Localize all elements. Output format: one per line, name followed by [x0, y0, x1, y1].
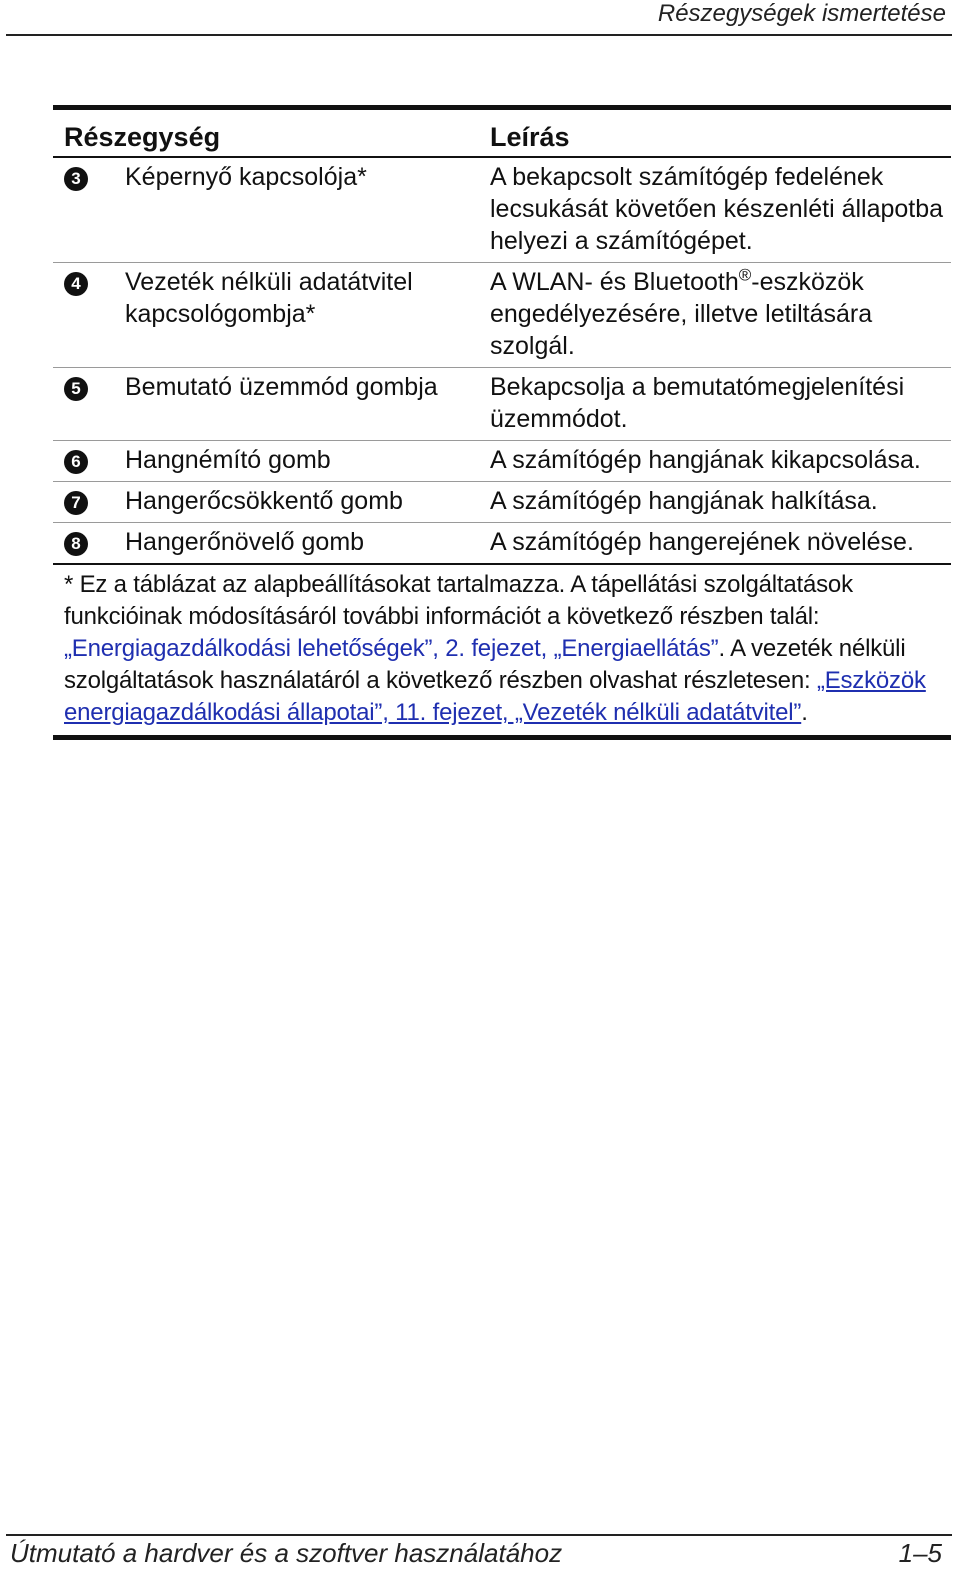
cross-reference-link[interactable]: „Eszközök energiagazdálkodási állapotai”, 11. fejezet, „Vezeték nélküli adatátvitel”: [64, 667, 926, 726]
running-header: Részegységek ismertetése: [657, 0, 946, 27]
component-description: A számítógép hangerejének növelése.: [490, 528, 914, 556]
callout-marker: 7: [64, 491, 88, 515]
registered-mark: ®: [738, 265, 752, 285]
callout-marker: 3: [64, 167, 88, 191]
cross-reference-link[interactable]: „Energiagazdálkodási lehetőségek”, 2. fejezet, „Energiaellátás”: [64, 635, 719, 662]
callout-marker: 4: [64, 272, 88, 296]
footnote-text: * Ez a táblázat az alapbeállításokat tartalmazza. A tápellátási szolgáltatások funkcióinak módosításáról további információt a következő részben talál:: [64, 571, 853, 630]
footer-rule: [6, 1534, 952, 1536]
table-row: [53, 263, 951, 367]
component-description: A bekapcsolt számítógép fedelének lecsukását követően készenléti állapotba helyezi a számítógépet.: [490, 163, 944, 255]
page-number: 1–5: [898, 1538, 942, 1568]
component-name: Hangerőcsökkentő gomb: [125, 487, 403, 515]
component-description: [478, 266, 951, 362]
header-rule: [6, 34, 952, 36]
table-header-row: [53, 110, 951, 156]
component-name: Bemutató üzemmód gombja: [125, 373, 438, 401]
table-row: [53, 482, 951, 522]
running-footer-title: Útmutató a hardver és a szoftver használatához: [10, 1538, 563, 1568]
table-row: [53, 158, 951, 262]
component-name: Képernyő kapcsolója*: [125, 163, 367, 191]
footnote-text: . A vezeték nélküli szolgáltatások használatáról a következő részben olvashat részletesen:: [64, 635, 906, 694]
callout-marker: 8: [64, 532, 88, 556]
column-header-description: Leírás: [490, 122, 570, 152]
table-footnote: [53, 565, 951, 735]
description-text: A WLAN- és Bluetooth: [490, 268, 739, 296]
table-row: [53, 441, 951, 481]
description-text: -eszközök engedélyezésére, illetve letiltására szolgál.: [490, 268, 873, 360]
component-table: [53, 105, 951, 740]
column-header-component: Részegység: [64, 122, 221, 152]
callout-marker: 5: [64, 377, 88, 401]
table-row: [53, 368, 951, 440]
table-row: [53, 523, 951, 563]
component-description: Bekapcsolja a bemutatómegjelenítési üzemmódot.: [490, 373, 905, 433]
callout-marker: 6: [64, 450, 88, 474]
component-name: Hangerőnövelő gomb: [125, 528, 365, 556]
component-name: Vezeték nélküli adatátvitel kapcsológombja*: [125, 268, 413, 328]
component-name: Hangnémító gomb: [125, 446, 331, 474]
component-description: A számítógép hangjának halkítása.: [490, 487, 878, 515]
component-description: A számítógép hangjának kikapcsolása.: [490, 446, 921, 474]
table-bottom-rule: [53, 735, 951, 740]
footnote-text: .: [801, 699, 808, 726]
